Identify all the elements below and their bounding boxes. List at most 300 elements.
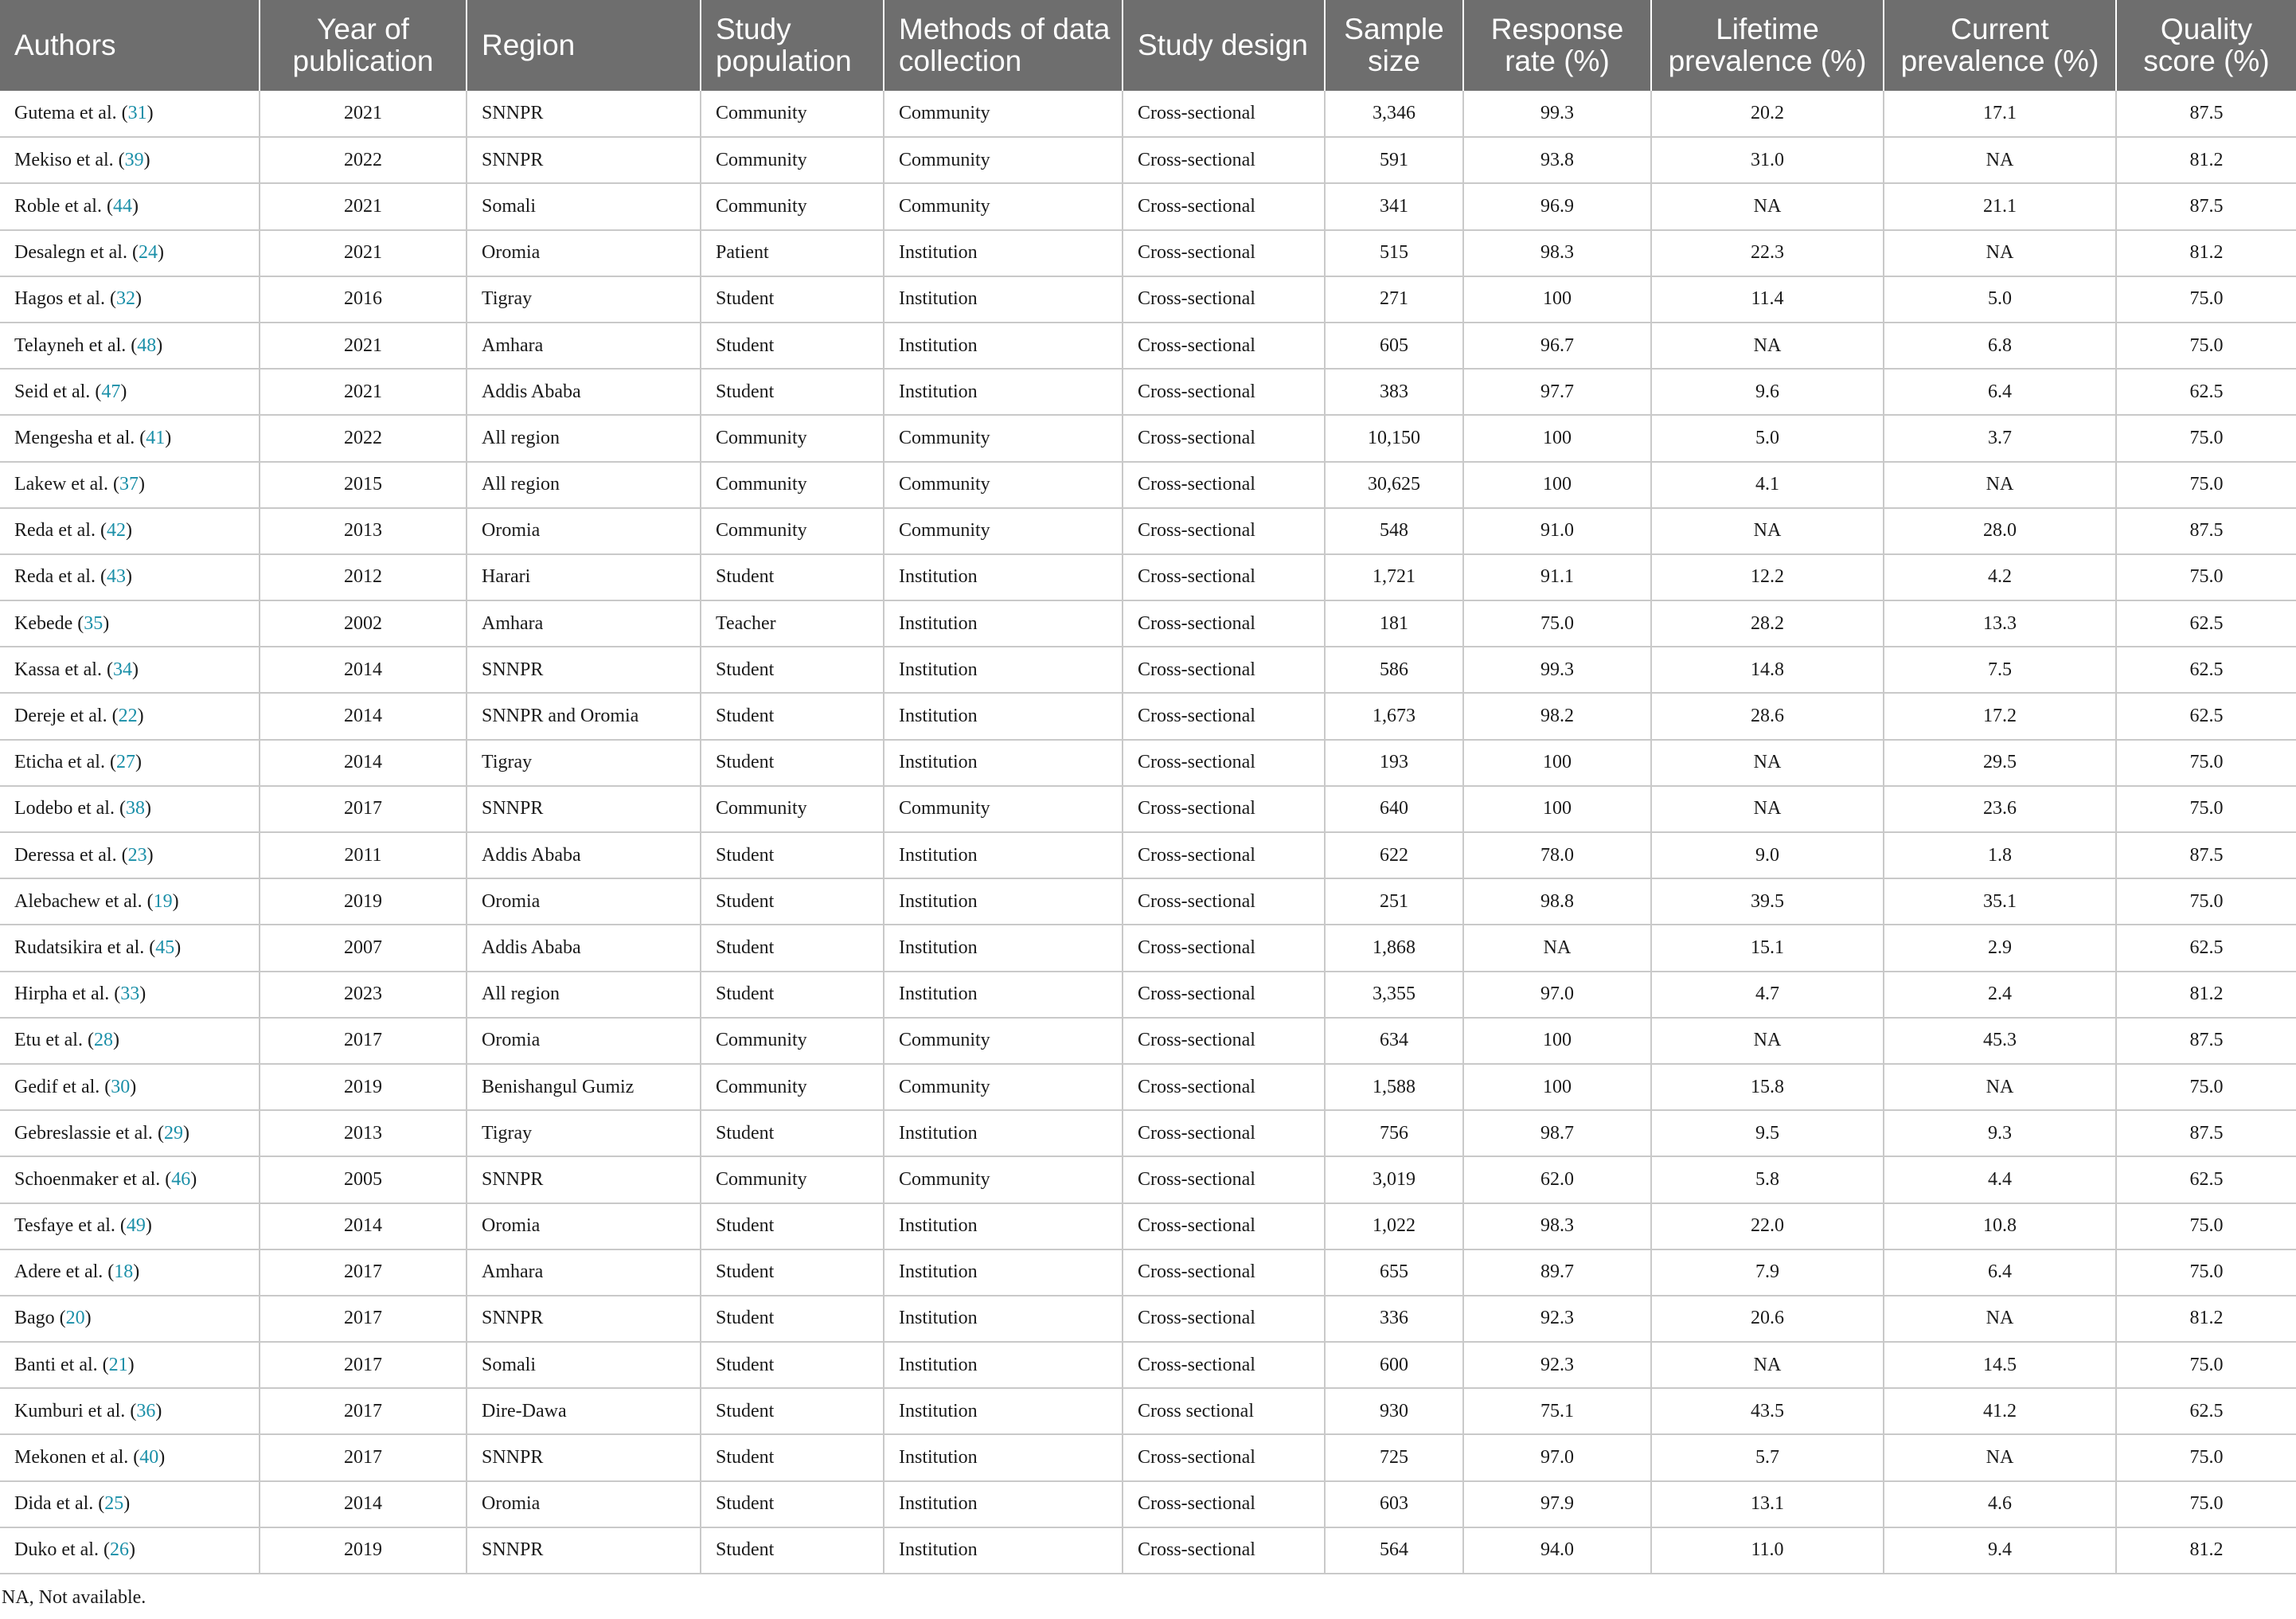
cell-method: Institution [884,323,1123,369]
cell-design: Cross-sectional [1123,1434,1325,1480]
cell-year: 2011 [260,832,467,878]
cell-method: Institution [884,647,1123,693]
cell-response: 98.8 [1463,878,1651,925]
cell-design: Cross-sectional [1123,369,1325,415]
cell-author: Tesfaye et al. (49) [0,1203,260,1249]
reference-link[interactable]: 26 [109,1539,129,1561]
cell-sample: 640 [1325,786,1463,832]
table-row [0,137,2296,183]
cell-quality: 62.5 [2116,647,2296,693]
table-row [0,600,2296,647]
cell-design: Cross-sectional [1123,1203,1325,1249]
cell-region: Tigray [467,276,701,323]
cell-population: Student [701,1388,884,1434]
cell-method: Institution [884,832,1123,878]
cell-sample: 271 [1325,276,1463,323]
reference-link[interactable]: 41 [146,427,166,448]
cell-current: 5.0 [1884,276,2116,323]
table-row [0,972,2296,1018]
cell-sample: 10,150 [1325,415,1463,461]
cell-lifetime: 28.2 [1651,600,1884,647]
cell-method: Institution [884,1203,1123,1249]
cell-design: Cross-sectional [1123,1342,1325,1388]
cell-quality: 81.2 [2116,230,2296,276]
table-row [0,1203,2296,1249]
cell-design: Cross-sectional [1123,508,1325,554]
cell-method: Community [884,462,1123,508]
reference-link[interactable]: 47 [101,381,121,402]
cell-year: 2021 [260,183,467,229]
cell-method: Institution [884,369,1123,415]
author-name: Banti et al. [14,1354,98,1375]
cell-design: Cross-sectional [1123,1249,1325,1296]
cell-sample: 30,625 [1325,462,1463,508]
cell-current: 4.6 [1884,1481,2116,1527]
author-name: Dereje et al. [14,706,107,727]
cell-lifetime: 12.2 [1651,554,1884,600]
cell-author: Kebede (35) [0,600,260,647]
cell-lifetime: NA [1651,1018,1884,1064]
reference-link[interactable]: 30 [111,1076,131,1097]
cell-lifetime: 5.0 [1651,415,1884,461]
cell-method: Community [884,415,1123,461]
table-row [0,1064,2296,1110]
cell-quality: 75.0 [2116,323,2296,369]
cell-design: Cross-sectional [1123,91,1325,137]
cell-quality: 75.0 [2116,878,2296,925]
cell-region: Amhara [467,323,701,369]
cell-method: Institution [884,1481,1123,1527]
cell-lifetime: 11.0 [1651,1527,1884,1574]
cell-region: SNNPR [467,91,701,137]
cell-population: Student [701,554,884,600]
table-row [0,925,2296,971]
cell-region: Dire-Dawa [467,1388,701,1434]
cell-current: 2.4 [1884,972,2116,1018]
cell-lifetime: 43.5 [1651,1388,1884,1434]
reference-link[interactable]: 44 [112,195,132,217]
cell-quality: 81.2 [2116,972,2296,1018]
cell-region: SNNPR [467,137,701,183]
cell-lifetime: 15.1 [1651,925,1884,971]
table-row [0,1110,2296,1156]
cell-author: Adere et al. (18) [0,1249,260,1296]
reference-link[interactable]: 24 [138,242,158,264]
cell-author: Telayneh et al. (48) [0,323,260,369]
reference-link[interactable]: 29 [163,1122,183,1144]
cell-year: 2022 [260,137,467,183]
cell-response: 78.0 [1463,832,1651,878]
cell-year: 2021 [260,369,467,415]
reference-link[interactable]: 34 [112,659,132,680]
cell-method: Institution [884,1434,1123,1480]
reference-link[interactable]: 23 [127,844,147,866]
cell-lifetime: NA [1651,740,1884,786]
cell-method: Institution [884,554,1123,600]
cell-author: Lodebo et al. (38) [0,786,260,832]
cell-method: Institution [884,1527,1123,1574]
cell-author: Duko et al. (26) [0,1527,260,1574]
cell-current: 6.8 [1884,323,2116,369]
cell-population: Student [701,693,884,739]
cell-year: 2017 [260,1388,467,1434]
cell-year: 2016 [260,276,467,323]
author-name: Eticha et al. [14,752,105,773]
cell-region: Tigray [467,740,701,786]
author-name: Gebreslassie et al. [14,1122,153,1144]
table-row [0,554,2296,600]
author-name: Duko et al. [14,1539,99,1561]
cell-method: Institution [884,1110,1123,1156]
cell-author: Kassa et al. (34) [0,647,260,693]
cell-lifetime: 9.6 [1651,369,1884,415]
cell-response: 91.0 [1463,508,1651,554]
cell-method: Institution [884,740,1123,786]
cell-population: Student [701,323,884,369]
cell-design: Cross-sectional [1123,1527,1325,1574]
author-name: Hirpha et al. [14,984,110,1005]
cell-sample: 603 [1325,1481,1463,1527]
cell-population: Student [701,832,884,878]
author-name: Roble et al. [14,195,102,217]
cell-method: Community [884,786,1123,832]
author-name: Seid et al. [14,381,91,402]
cell-sample: 634 [1325,1018,1463,1064]
cell-lifetime: NA [1651,786,1884,832]
cell-design: Cross sectional [1123,1388,1325,1434]
cell-sample: 1,022 [1325,1203,1463,1249]
cell-current: 21.1 [1884,183,2116,229]
header-year: Year of publication [260,0,467,91]
reference-link[interactable]: 45 [155,937,175,958]
cell-author: Alebachew et al. (19) [0,878,260,925]
cell-region: Tigray [467,1110,701,1156]
cell-sample: 548 [1325,508,1463,554]
cell-current: 45.3 [1884,1018,2116,1064]
header-authors: Authors [0,0,260,91]
cell-year: 2017 [260,1018,467,1064]
table-row [0,415,2296,461]
cell-population: Student [701,925,884,971]
cell-year: 2013 [260,508,467,554]
cell-sample: 605 [1325,323,1463,369]
cell-response: 100 [1463,786,1651,832]
cell-response: 99.3 [1463,91,1651,137]
author-name: Mengesha et al. [14,427,135,448]
cell-region: Oromia [467,230,701,276]
cell-lifetime: NA [1651,323,1884,369]
cell-year: 2017 [260,1296,467,1342]
cell-region: Oromia [467,1203,701,1249]
cell-sample: 341 [1325,183,1463,229]
cell-current: 6.4 [1884,1249,2116,1296]
cell-response: NA [1463,925,1651,971]
table-row [0,1018,2296,1064]
cell-method: Institution [884,1296,1123,1342]
reference-link[interactable]: 42 [106,520,126,542]
table-row [0,832,2296,878]
cell-population: Student [701,1203,884,1249]
cell-sample: 1,868 [1325,925,1463,971]
reference-link[interactable]: 27 [115,752,135,773]
cell-design: Cross-sectional [1123,183,1325,229]
cell-current: 14.5 [1884,1342,2116,1388]
cell-year: 2015 [260,462,467,508]
reference-link[interactable]: 28 [93,1030,113,1051]
cell-lifetime: 39.5 [1651,878,1884,925]
cell-population: Student [701,1481,884,1527]
cell-year: 2022 [260,415,467,461]
table-row [0,647,2296,693]
cell-population: Patient [701,230,884,276]
author-name: Adere et al. [14,1261,103,1283]
cell-lifetime: 31.0 [1651,137,1884,183]
cell-response: 75.0 [1463,600,1651,647]
cell-design: Cross-sectional [1123,276,1325,323]
cell-design: Cross-sectional [1123,137,1325,183]
cell-population: Community [701,1064,884,1110]
cell-population: Community [701,91,884,137]
cell-year: 2014 [260,1481,467,1527]
cell-population: Student [701,1296,884,1342]
cell-quality: 75.0 [2116,1481,2296,1527]
cell-region: Oromia [467,878,701,925]
reference-link[interactable]: 20 [65,1308,85,1329]
cell-sample: 725 [1325,1434,1463,1480]
reference-link[interactable]: 35 [84,612,103,634]
cell-current: 7.5 [1884,647,2116,693]
cell-response: 96.7 [1463,323,1651,369]
cell-response: 98.3 [1463,230,1651,276]
author-name: Desalegn et al. [14,242,127,264]
author-name: Kumburi et al. [14,1400,126,1422]
header-quality: Quality score (%) [2116,0,2296,91]
cell-author: Mekiso et al. (39) [0,137,260,183]
reference-link[interactable]: 22 [118,706,138,727]
reference-link[interactable]: 46 [171,1168,191,1190]
cell-quality: 62.5 [2116,693,2296,739]
reference-link[interactable]: 36 [136,1400,156,1422]
cell-design: Cross-sectional [1123,693,1325,739]
reference-link[interactable]: 25 [104,1493,124,1515]
table-row [0,1296,2296,1342]
cell-current: NA [1884,462,2116,508]
header-row [0,0,2296,91]
cell-response: 98.7 [1463,1110,1651,1156]
cell-method: Institution [884,925,1123,971]
cell-lifetime: NA [1651,1342,1884,1388]
cell-year: 2014 [260,693,467,739]
cell-current: NA [1884,137,2116,183]
cell-response: 98.2 [1463,693,1651,739]
cell-quality: 81.2 [2116,137,2296,183]
cell-population: Student [701,740,884,786]
table-row [0,508,2296,554]
cell-lifetime: 11.4 [1651,276,1884,323]
author-name: Reda et al. [14,520,96,542]
cell-sample: 193 [1325,740,1463,786]
cell-quality: 75.0 [2116,1203,2296,1249]
cell-quality: 87.5 [2116,1018,2296,1064]
cell-method: Community [884,1018,1123,1064]
author-name: Lodebo et al. [14,798,115,819]
table-row [0,1249,2296,1296]
cell-method: Community [884,137,1123,183]
cell-response: 96.9 [1463,183,1651,229]
cell-response: 100 [1463,462,1651,508]
cell-region: Amhara [467,1249,701,1296]
cell-response: 62.0 [1463,1156,1651,1203]
cell-current: 35.1 [1884,878,2116,925]
cell-quality: 87.5 [2116,832,2296,878]
author-name: Mekonen et al. [14,1447,129,1468]
cell-quality: 75.0 [2116,1342,2296,1388]
header-design: Study design [1123,0,1325,91]
cell-current: 17.2 [1884,693,2116,739]
cell-current: NA [1884,1296,2116,1342]
cell-current: 23.6 [1884,786,2116,832]
cell-region: SNNPR [467,647,701,693]
cell-current: 3.7 [1884,415,2116,461]
cell-region: SNNPR [467,1527,701,1574]
cell-year: 2005 [260,1156,467,1203]
cell-design: Cross-sectional [1123,323,1325,369]
cell-author: Banti et al. (21) [0,1342,260,1388]
cell-author: Etu et al. (28) [0,1018,260,1064]
cell-author: Eticha et al. (27) [0,740,260,786]
cell-design: Cross-sectional [1123,878,1325,925]
cell-method: Institution [884,693,1123,739]
cell-author: Hirpha et al. (33) [0,972,260,1018]
cell-method: Institution [884,230,1123,276]
reference-link[interactable]: 18 [114,1261,134,1283]
cell-quality: 62.5 [2116,925,2296,971]
cell-response: 100 [1463,1018,1651,1064]
cell-current: 2.9 [1884,925,2116,971]
cell-design: Cross-sectional [1123,1481,1325,1527]
cell-sample: 655 [1325,1249,1463,1296]
header-lifetime: Lifetime prevalence (%) [1651,0,1884,91]
cell-lifetime: NA [1651,508,1884,554]
cell-region: Somali [467,1342,701,1388]
cell-quality: 75.0 [2116,415,2296,461]
cell-author: Dereje et al. (22) [0,693,260,739]
reference-link[interactable]: 21 [108,1354,128,1375]
reference-link[interactable]: 37 [119,474,139,495]
cell-sample: 1,673 [1325,693,1463,739]
table-row [0,1527,2296,1574]
reference-link[interactable]: 32 [115,288,135,310]
cell-response: 100 [1463,276,1651,323]
cell-response: 98.3 [1463,1203,1651,1249]
cell-author: Rudatsikira et al. (45) [0,925,260,971]
cell-quality: 81.2 [2116,1527,2296,1574]
cell-lifetime: 20.6 [1651,1296,1884,1342]
cell-quality: 87.5 [2116,183,2296,229]
cell-quality: 75.0 [2116,554,2296,600]
cell-lifetime: 13.1 [1651,1481,1884,1527]
table-footnote: NA, Not available. [2,1587,146,1608]
reference-link[interactable]: 49 [126,1215,146,1237]
cell-response: 89.7 [1463,1249,1651,1296]
cell-author: Reda et al. (42) [0,508,260,554]
author-name: Alebachew et al. [14,890,143,912]
reference-link[interactable]: 33 [120,984,140,1005]
cell-design: Cross-sectional [1123,415,1325,461]
cell-quality: 87.5 [2116,508,2296,554]
cell-method: Community [884,91,1123,137]
table-row [0,369,2296,415]
author-name: Hagos et al. [14,288,105,310]
cell-current: 1.8 [1884,832,2116,878]
table-row [0,786,2296,832]
reference-link[interactable]: 39 [124,149,144,170]
cell-lifetime: 14.8 [1651,647,1884,693]
cell-quality: 62.5 [2116,600,2296,647]
cell-lifetime: 5.8 [1651,1156,1884,1203]
reference-link[interactable]: 43 [106,566,126,588]
cell-sample: 3,019 [1325,1156,1463,1203]
table-row [0,183,2296,229]
reference-link[interactable]: 48 [137,334,157,356]
author-name: Lakew et al. [14,474,108,495]
cell-current: NA [1884,230,2116,276]
cell-sample: 383 [1325,369,1463,415]
cell-author: Schoenmaker et al. (46) [0,1156,260,1203]
cell-quality: 75.0 [2116,786,2296,832]
reference-link[interactable]: 31 [127,103,147,124]
cell-current: 4.4 [1884,1156,2116,1203]
author-name: Kebede [14,612,73,634]
cell-response: 97.0 [1463,1434,1651,1480]
reference-link[interactable]: 40 [139,1447,159,1468]
reference-link[interactable]: 19 [153,890,173,912]
cell-author: Roble et al. (44) [0,183,260,229]
cell-current: 6.4 [1884,369,2116,415]
cell-response: 92.3 [1463,1296,1651,1342]
cell-lifetime: 4.7 [1651,972,1884,1018]
cell-population: Student [701,647,884,693]
header-method: Methods of data collection [884,0,1123,91]
table-row [0,1481,2296,1527]
cell-year: 2013 [260,1110,467,1156]
reference-link[interactable]: 38 [125,798,145,819]
cell-design: Cross-sectional [1123,1296,1325,1342]
table-row [0,323,2296,369]
cell-region: Amhara [467,600,701,647]
cell-sample: 251 [1325,878,1463,925]
cell-design: Cross-sectional [1123,647,1325,693]
cell-quality: 75.0 [2116,1064,2296,1110]
cell-author: Mekonen et al. (40) [0,1434,260,1480]
cell-method: Institution [884,972,1123,1018]
cell-population: Student [701,1110,884,1156]
cell-region: SNNPR and Oromia [467,693,701,739]
cell-author: Gedif et al. (30) [0,1064,260,1110]
cell-design: Cross-sectional [1123,740,1325,786]
table-row [0,740,2296,786]
cell-current: 9.4 [1884,1527,2116,1574]
cell-author: Deressa et al. (23) [0,832,260,878]
cell-sample: 1,588 [1325,1064,1463,1110]
cell-region: Addis Ababa [467,925,701,971]
author-name: Bago [14,1308,55,1329]
cell-region: All region [467,415,701,461]
cell-region: Oromia [467,508,701,554]
cell-lifetime: 5.7 [1651,1434,1884,1480]
cell-response: 97.7 [1463,369,1651,415]
cell-population: Teacher [701,600,884,647]
